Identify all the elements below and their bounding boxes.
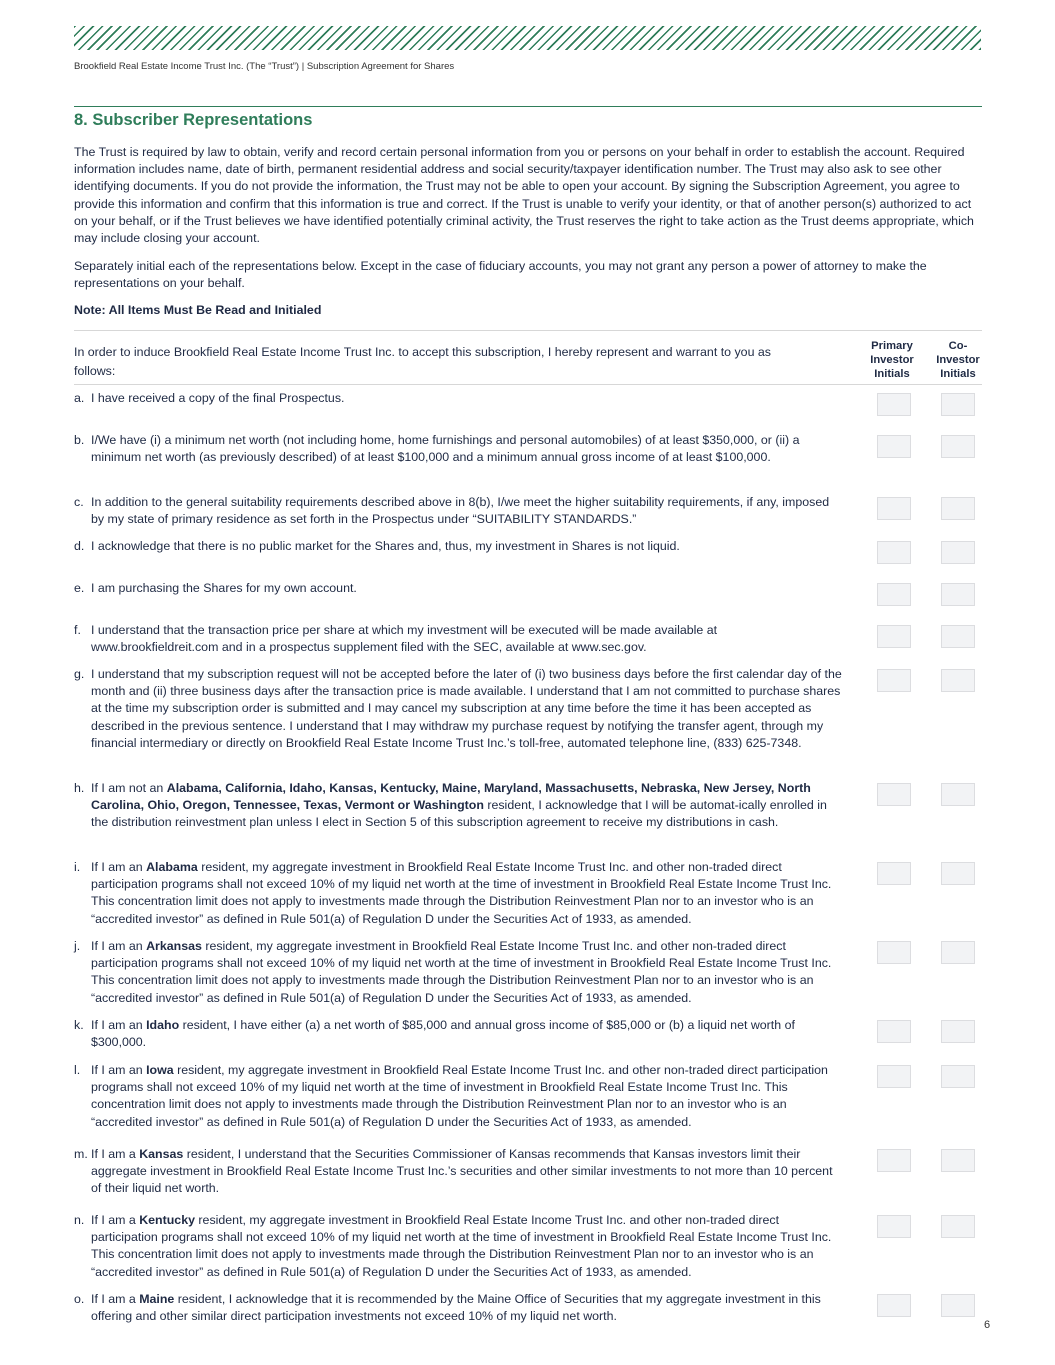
representation-item-d: [74, 538, 844, 555]
item-letter: d.: [74, 539, 85, 553]
item-letter: o.: [74, 1292, 85, 1306]
co-investor-initials-box-c[interactable]: [941, 497, 975, 520]
co-investor-initials-box-k[interactable]: [941, 1020, 975, 1043]
representation-item-k: [74, 1017, 844, 1051]
item-letter: f.: [74, 623, 81, 637]
primary-initials-box-k[interactable]: [877, 1020, 911, 1043]
running-header: Brookfield Real Estate Income Trust Inc. (The “Trust”) | Subscription Agreement for Shares: [74, 61, 455, 72]
primary-initials-box-l[interactable]: [877, 1065, 911, 1088]
representation-item-a: [74, 390, 844, 407]
representation-item-c: [74, 494, 844, 528]
item-text: I have received a copy of the final Prospectus.: [91, 391, 345, 405]
co-investor-initials-box-l[interactable]: [941, 1065, 975, 1088]
intro-paragraph: The Trust is required by law to obtain, verify and record certain personal information from you or persons on your behalf in order to establish the account. Required information includes name, date of birth, permanent residential address and social security/taxpayer identification number. The Trust may also ask to see other identifying documents. If you do not provide the information, the Trust may not be able to open your account. By signing the Subscription Agreement, you agree to provide this information and confirm that this information is true and correct. If the Trust is unable to verify your identity, or that of another person(s) authorized to act on your behalf, or if the Trust believes we have identified potentially criminal activity, the Trust reserves the right to take action as the Trust deems appropriate, which may include closing your account.: [74, 145, 974, 246]
item-letter: n.: [74, 1213, 85, 1227]
primary-initials-box-d[interactable]: [877, 541, 911, 564]
item-text: I am purchasing the Shares for my own account.: [91, 581, 357, 595]
item-text: I acknowledge that there is no public market for the Shares and, thus, my investment in Shares is not liquid.: [91, 539, 680, 553]
representation-item-o: [74, 1291, 844, 1325]
representation-item-f: [74, 622, 844, 656]
co-investor-initials-box-o[interactable]: [941, 1294, 975, 1317]
primary-initials-box-m[interactable]: [877, 1149, 911, 1172]
item-text: I understand that the transaction price per share at which my investment will be executed will be made available at www.brookfieldreit.com and in a prospectus supplement filed with the SEC, available at www.sec.gov.: [91, 623, 718, 655]
table-intro: In order to induce Brookfield Real Estate Income Trust Inc. to accept this subscription, I hereby represent and warrant to you as follows:: [74, 345, 771, 378]
item-text: If I am a Kentucky resident, my aggregate investment in Brookfield Real Estate Income Trust Inc. and other non-traded direct participation programs shall not exceed 10% of my liquid net worth at the time of investment in Brookfield Real Estate Income Trust Inc. This concentration limit does not apply to investments made through the Distribution Reinvestment Plan nor to an investor who is an “accredited investor” as defined in Rule 501(a) of Regulation D under the Securities Act of 1933, as amended.: [91, 1213, 832, 1279]
item-letter: b.: [74, 433, 85, 447]
item-letter: m.: [74, 1147, 88, 1161]
primary-initials-box-c[interactable]: [877, 497, 911, 520]
item-letter: h.: [74, 781, 85, 795]
co-investor-initials-box-n[interactable]: [941, 1215, 975, 1238]
item-letter: g.: [74, 667, 85, 681]
primary-initials-box-j[interactable]: [877, 941, 911, 964]
item-letter: k.: [74, 1018, 84, 1032]
representation-item-e: [74, 580, 844, 597]
co-investor-initials-box-f[interactable]: [941, 625, 975, 648]
co-investor-initials-box-g[interactable]: [941, 669, 975, 692]
primary-initials-box-f[interactable]: [877, 625, 911, 648]
item-text: If I am a Maine resident, I acknowledge that it is recommended by the Maine Office of Securities that my aggregate investment in this offering and other similar direct participation investments not exceed 10% of my liquid net worth.: [91, 1292, 821, 1324]
item-text: I understand that my subscription request will not be accepted before the later of (i) two business days before the first calendar day of the month and (ii) three business days after the transaction price is made available. I understand that I am not committed to purchase shares at the time my subscription order is submitted and I may cancel my subscription at any time before the time it has been accepted as described in the previous sentence. I understand that I may withdraw my purchase request by notifying the transfer agent, through my financial intermediary or directly on Brookfield Real Estate Income Trust Inc.’s toll-free, automated telephone line, (833) 625-7348.: [91, 667, 842, 750]
item-text: If I am a Kansas resident, I understand that the Securities Commissioner of Kansas recommends that Kansas investors limit their aggregate investment in Brookfield Real Estate Income Trust Inc.’s securities and other similar investments to not more than 10 percent of their liquid net worth.: [91, 1147, 833, 1196]
item-letter: c.: [74, 495, 84, 509]
instruction-paragraph: Separately initial each of the representations below. Except in the case of fiduciary accounts, you may not grant any person a power of attorney to make the representations on your behalf.: [74, 259, 927, 291]
item-letter: e.: [74, 581, 85, 595]
item-letter: i.: [74, 860, 81, 874]
co-investor-initials-header: Co-Investor Initials: [936, 340, 980, 380]
primary-initials-box-i[interactable]: [877, 862, 911, 885]
item-letter: a.: [74, 391, 85, 405]
primary-initials-box-a[interactable]: [877, 393, 911, 416]
header-hatch-band: [74, 26, 981, 50]
co-investor-initials-box-h[interactable]: [941, 783, 975, 806]
representation-item-n: [74, 1212, 844, 1281]
table-header-rule: [74, 384, 982, 385]
co-investor-initials-box-b[interactable]: [941, 435, 975, 458]
primary-initials-box-b[interactable]: [877, 435, 911, 458]
item-text: If I am an Idaho resident, I have either (a) a net worth of $85,000 and annual gross income of $85,000 or (b) a liquid net worth of $300,000.: [91, 1018, 795, 1050]
item-letter: l.: [74, 1063, 81, 1077]
item-text: I/We have (i) a minimum net worth (not including home, home furnishings and personal automobiles) of at least $350,000, or (ii) a minimum net worth (as previously described) of at least $100,000 and a minimum annual gross income of at least $100,000.: [91, 433, 800, 465]
table-top-rule: [74, 330, 982, 331]
co-investor-initials-box-i[interactable]: [941, 862, 975, 885]
representation-item-g: [74, 666, 844, 752]
representation-item-l: [74, 1062, 844, 1131]
primary-initials-box-g[interactable]: [877, 669, 911, 692]
item-text: If I am not an Alabama, California, Idaho, Kansas, Kentucky, Maine, Maryland, Massachusetts, Nebraska, New Jersey, North Carolina, Ohio, Oregon, Tennessee, Texas, Vermont or Washington resident, I acknowledge that I will be automat-ically enrolled in the distribution reinvestment plan unless I elect in Section 5 of this subscription agreement to receive my distributions in cash.: [91, 781, 827, 830]
representation-item-i: [74, 859, 844, 928]
page-number: 6: [984, 1319, 991, 1331]
representation-item-m: [74, 1146, 844, 1198]
item-text: If I am an Iowa resident, my aggregate investment in Brookfield Real Estate Income Trust Inc. and other non-traded direct participation programs shall not exceed 10% of my liquid net worth at the time of investment in Brookfield Real Estate Income Trust Inc. This concentration limit does not apply to investments made through the Distribution Reinvestment Plan nor to an investor who is an “accredited investor” as defined in Rule 501(a) of Regulation D under the Securities Act of 1933, as amended.: [91, 1063, 828, 1129]
note-text: Note: All Items Must Be Read and Initialed: [74, 303, 322, 317]
item-text: If I am an Arkansas resident, my aggregate investment in Brookfield Real Estate Income Trust Inc. and other non-traded direct participation programs shall not exceed 10% of my liquid net worth at the time of investment in Brookfield Real Estate Income Trust Inc. This concentration limit does not apply to investments made through the Distribution Reinvestment Plan nor to an investor who is an “accredited investor” as defined in Rule 501(a) of Regulation D under the Securities Act of 1933, as amended.: [91, 939, 832, 1005]
co-investor-initials-box-a[interactable]: [941, 393, 975, 416]
representation-item-h: [74, 780, 844, 832]
primary-initials-box-e[interactable]: [877, 583, 911, 606]
co-investor-initials-box-j[interactable]: [941, 941, 975, 964]
item-letter: j.: [74, 939, 81, 953]
representation-item-j: [74, 938, 844, 1007]
item-text: If I am an Alabama resident, my aggregate investment in Brookfield Real Estate Income Trust Inc. and other non-traded direct participation programs shall not exceed 10% of my liquid net worth at the time of investment in Brookfield Real Estate Income Trust Inc. This concentration limit does not apply to investments made through the Distribution Reinvestment Plan nor to an investor who is an “accredited investor” as defined in Rule 501(a) of Regulation D under the Securities Act of 1933, as amended.: [91, 860, 832, 926]
representation-item-b: [74, 432, 844, 466]
co-investor-initials-box-d[interactable]: [941, 541, 975, 564]
primary-initials-box-h[interactable]: [877, 783, 911, 806]
co-investor-initials-box-e[interactable]: [941, 583, 975, 606]
primary-initials-header: Primary Investor Initials: [870, 340, 914, 380]
section-divider: [74, 106, 982, 107]
primary-initials-box-n[interactable]: [877, 1215, 911, 1238]
section-title: 8. Subscriber Representations: [74, 111, 313, 129]
primary-initials-box-o[interactable]: [877, 1294, 911, 1317]
item-text: In addition to the general suitability requirements described above in 8(b), I/we meet the higher suitability requirements, if any, imposed by my state of primary residence as set forth in the Prospectus under “SUITABILITY STANDARDS.”: [91, 495, 830, 527]
co-investor-initials-box-m[interactable]: [941, 1149, 975, 1172]
